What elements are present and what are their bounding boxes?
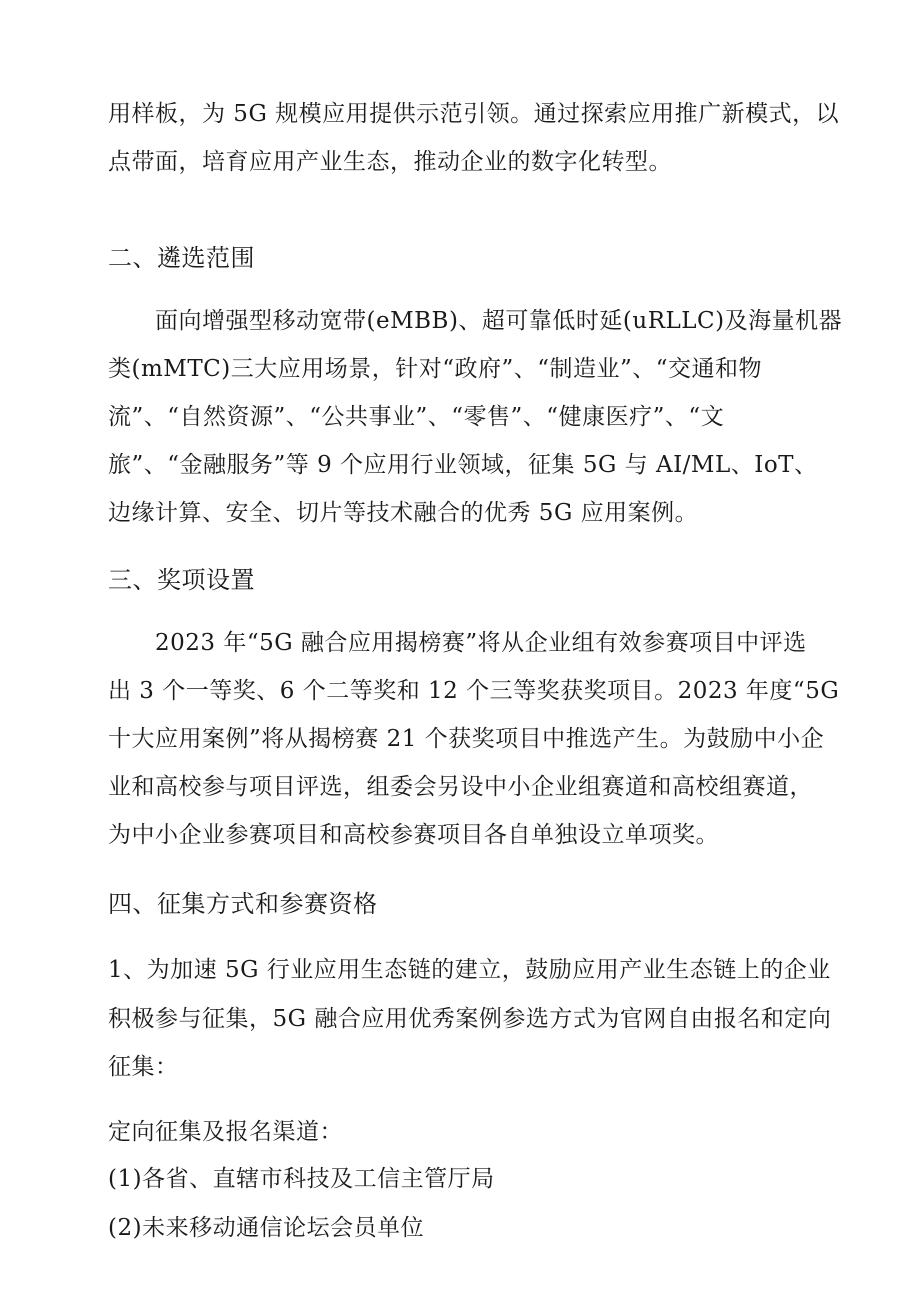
awards-line-4: 业和高校参与项目评选，组委会另设中小企业组赛道和高校组赛道，: [108, 774, 813, 800]
intro-line-1: 用样板，为 5G 规模应用提供示范引领。通过探索应用推广新模式，以: [108, 101, 840, 127]
collection-item1-line-2: 积极参与征集，5G 融合应用优秀案例参选方式为官网自由报名和定向: [108, 1006, 832, 1032]
scope-line-5: 边缘计算、安全、切片等技术融合的优秀 5G 应用案例。: [108, 500, 699, 526]
scope-line-2: 类(mMTC)三大应用场景，针对“政府”、“制造业”、“交通和物: [108, 356, 763, 382]
channel-item-2: (2)未来移动通信论坛会员单位: [108, 1215, 425, 1241]
section-heading-collection: 四、征集方式和参赛资格: [108, 890, 378, 918]
collection-item1-line-1: 1、为加速 5G 行业应用生态链的建立，鼓励应用产业生态链上的企业: [108, 957, 831, 983]
channels-label: 定向征集及报名渠道：: [108, 1119, 343, 1145]
section-heading-awards: 三、奖项设置: [108, 566, 255, 594]
collection-item1-line-3: 征集：: [108, 1054, 179, 1080]
scope-line-3: 流”、“自然资源”、“公共事业”、“零售”、“健康医疗”、“文: [108, 404, 725, 430]
intro-line-2: 点带面，培育应用产业生态，推动企业的数字化转型。: [108, 149, 672, 175]
channel-item-1: (1)各省、直辖市科技及工信主管厅局: [108, 1166, 495, 1192]
awards-line-1: 2023 年“5G 融合应用揭榜赛”将从企业组有效参赛项目中评选: [155, 630, 807, 656]
awards-line-2: 出 3 个一等奖、6 个二等奖和 12 个三等奖获奖项目。2023 年度“5G: [108, 678, 840, 704]
scope-line-1: 面向增强型移动宽带(eMBB)、超可靠低时延(uRLLC)及海量机器: [155, 308, 843, 334]
awards-line-3: 十大应用案例”将从揭榜赛 21 个获奖项目中推选产生。为鼓励中小企: [108, 726, 825, 752]
awards-line-5: 为中小企业参赛项目和高校参赛项目各自单独设立单项奖。: [108, 822, 719, 848]
scope-line-4: 旅”、“金融服务”等 9 个应用行业领域，征集 5G 与 AI/ML、IoT、: [108, 452, 818, 478]
section-heading-scope: 二、遴选范围: [108, 244, 255, 272]
